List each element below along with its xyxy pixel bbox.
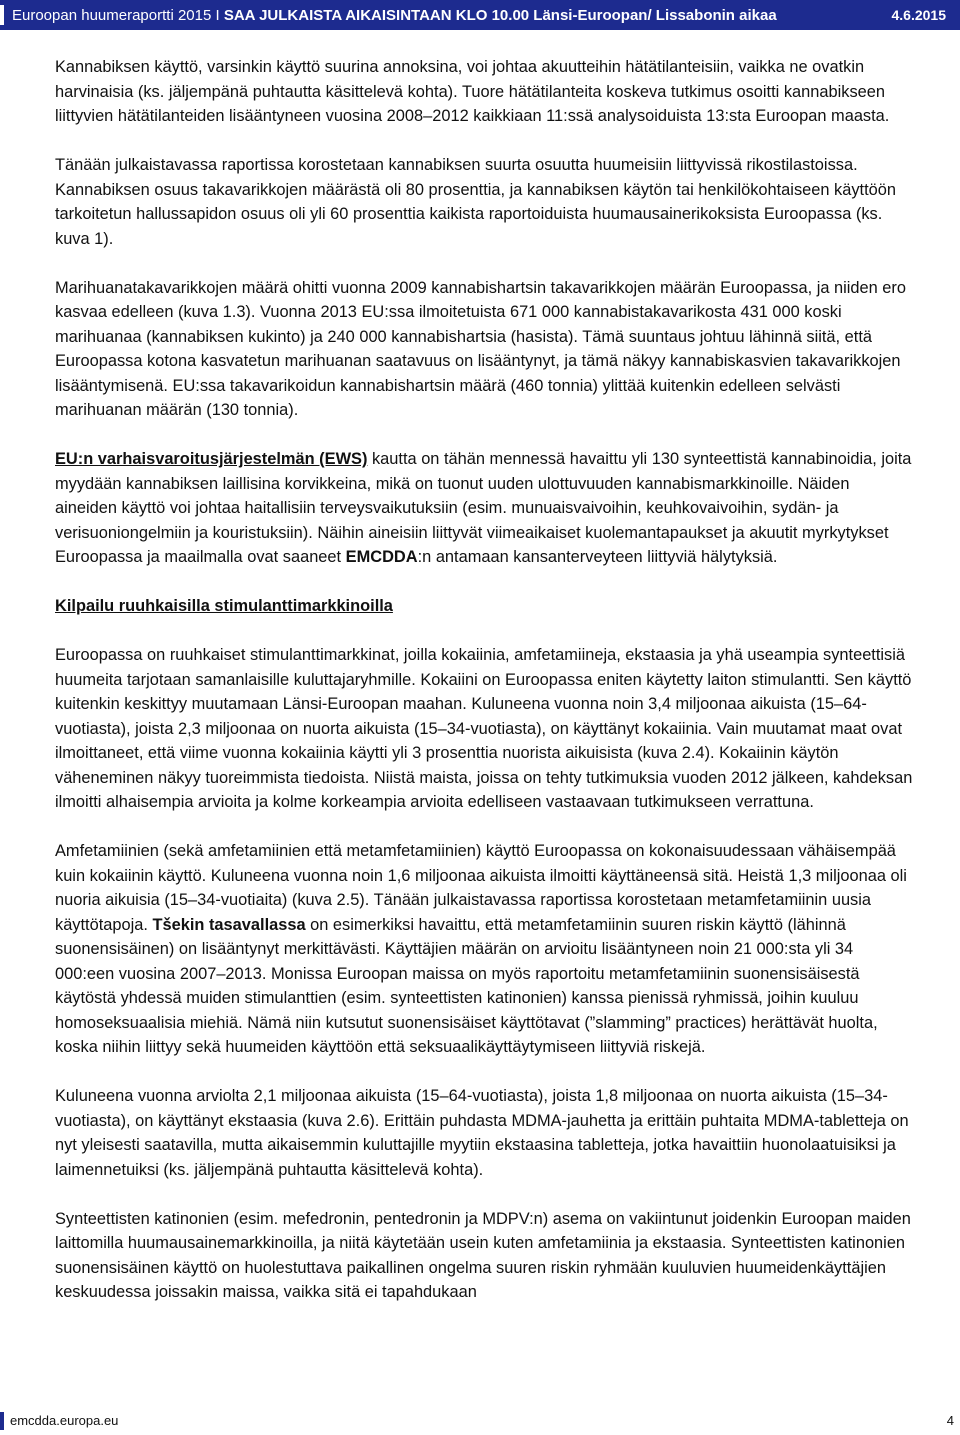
paragraph-amphetamines xyxy=(55,839,915,1060)
footer-site-link[interactable]: emcdda.europa.eu xyxy=(10,1413,119,1428)
footer-page-number: 4 xyxy=(946,1413,954,1428)
paragraph-herbal-seizures: Marihuanatakavarikkojen määrä ohitti vuonna 2009 kannabishartsin takavarikkojen määrän Euroopassa, ja niiden ero kasvaa edelleen (kuva 1.3). Vuonna 2013 EU:ssa ilmoitetuista 671 000 kannabistakavarikosta 431 000 koski marihuanaa (kannabiksen kukinto) ja 240 000 kannabishartsia (hasista). Tämä suuntaus johtuu lähinnä siitä, että Euroopassa kotona kasvatetun marihuanan saatavuus on lisääntynyt, ja tämä näkyy kannabiskasvien takavarikkojen lisääntymisenä. EU:ssa takavarikoidun kannabishartsin määrä (460 tonnia) ylittää kuitenkin edelleen selvästi marihuanan määrän (130 tonnia). xyxy=(55,278,907,419)
paragraph-cocaine: Euroopassa on ruuhkaiset stimulanttimarkkinat, joilla kokaiinia, amfetamiineja, ekstaasia ja yhä useampia synteettisiä huumeita tarjotaan samanlaisille kuluttajaryhmille. Kokaiini on Euroopassa eniten käytetty laiton stimulantti. Sen käyttö kuitenkin keskittyy muutamaan Länsi-Euroopan maahan. Kuluneena vuonna noin 3,4 miljoonaa aikuista (15–64-vuotiasta), joista 2,3 miljoonaa on nuorta aikuista (15–34-vuotiasta), on käyttänyt kokaiinia. Vain muutamat maat ovat ilmoittaneet, että viime vuonna kokaiinia käytti yli 3 prosenttia nuorista aikuisista (kuva 2.4). Kokaiinin käytön väheneminen näkyy tuoreimmista tiedoista. Niistä maista, joissa on tehty tutkimuksia vuoden 2012 jälkeen, kahdeksan ilmoitti alhaisempia arvioita ja kolme korkeampia arvioita edelliseen vastaavaan tutkimukseen verrattuna. xyxy=(55,646,913,811)
paragraph-synthetic-cannabinoids-text-a: kautta on tähän mennessä havaittu yli 130 synteettistä kannabinoidia, joita myydään kannabiksen laillisina korvikkeina, mikä on tuonut uuden ulottuvuuden kannabismarkkinoille. Näiden aineiden käyttö voi johtaa haitallisiin terveysvaikutuksiin (esim. munuaisvaivoihin, keuhkovaivoihin, sydän- ja verisuoniongelmiin ja kouristuksiin). Näihin aineisiin liittyvät viimeaikaiset kuolemantapaukset ja akuutit myrkytykset Euroopassa ja maailmalla ovat saaneet xyxy=(55,450,912,566)
header-date: 4.6.2015 xyxy=(891,7,946,23)
czech-republic-bold: Tšekin tasavallassa xyxy=(152,915,306,934)
document-body xyxy=(55,55,915,1329)
emcdda-bold: EMCDDA xyxy=(345,548,418,566)
paragraph-cannabis-crime: Tänään julkaistavassa raportissa korostetaan kannabiksen suurta osuutta huumeisiin liittyvissä rikostilastoissa. Kannabiksen osuus takavarikkojen määrästä oli 80 prosenttia, ja kannabiksen käytön tai henkilökohtaiseen käyttöön tarkoitetun hallussapidon osuus oli yli 60 prosenttia kaikista raportoiduista huumausainerikoksista Euroopassa (ks. kuva 1). xyxy=(55,156,896,248)
paragraph-cathinones: Synteettisten katinonien (esim. mefedronin, pentedronin ja MDPV:n) asema on vakiintunut joidenkin Euroopan maiden laittomilla huumausainemarkkinoilla, ja niitä käytetään usein kuten amfetamiinia ja ekstaasia. Synteettisten katinonien suonensisäinen käyttö on huolestuttava paikallinen ongelma suuren riskin ryhmään kuuluvien huumeidenkäyttäjien keskuudessa joissakin maissa, vaikka sitä ei tapahdukaan xyxy=(55,1209,911,1301)
footer-accent-bar xyxy=(0,1412,4,1430)
header-title xyxy=(12,7,777,24)
paragraph-synthetic-cannabinoids-text-b: :n antamaan kansanterveyteen liittyviä hälytyksiä. xyxy=(417,548,778,566)
section-heading-stimulants: Kilpailu ruuhkaisilla stimulanttimarkkinoilla xyxy=(55,597,393,615)
paragraph-ecstasy: Kuluneena vuonna arviolta 2,1 miljoonaa aikuista (15–64-vuotiasta), joista 1,8 miljoonaa on nuorta aikuista (15–34-vuotiasta), on käyttänyt ekstaasia (kuva 2.6). Erittäin puhdasta MDMA-jauhetta ja erittäin puhtaita MDMA-tabletteja on nyt yleisesti saatavilla, mutta aikaisemmin kuluttajille myytiin ekstaasina tabletteja, jotka havaittiin huonolaatuisiksi ja laimennetuiksi (ks. jäljempänä puhtautta käsittelevä kohta). xyxy=(55,1087,909,1179)
ews-link[interactable]: EU:n varhaisvaroitusjärjestelmän (EWS) xyxy=(55,450,368,468)
header-title-plain: Euroopan huumeraportti 2015 I xyxy=(12,6,224,24)
paragraph-synthetic-cannabinoids xyxy=(55,447,915,570)
header-accent-bar xyxy=(0,5,4,25)
paragraph-cannabis-emergencies: Kannabiksen käyttö, varsinkin käyttö suurina annoksina, voi johtaa akuutteihin hätätilanteisiin, vaikka ne ovatkin harvinaisia (ks. jäljempänä puhtautta käsittelevä kohta). Tuore hätätilanteita koskeva tutkimus osoitti kannabikseen liittyvien hätätilanteiden lisääntyneen vuosina 2008–2012 kaikkiaan 11:ssä analysoiduista 13:sta Euroopan maasta. xyxy=(55,58,890,125)
paragraph-amphetamines-text-b: on esimerkiksi havaittu, että metamfetamiinin suuren riskin käyttö (lähinnä suonensisäinen) on lisääntynyt merkittävästi. Käyttäjien määrän on arvioitu lisääntyneen noin 21 000:sta yli 34 000:een vuosina 2007–2013. Monissa Euroopan maissa on myös raportoitu metamfetamiinin suonensisäisestä käytöstä yhdessä muiden stimulanttien (esim. synteettisten katinonien) kanssa pienissä ryhmissä, joihin kuuluu homoseksuaalisia miehiä. Nämä niin kutsutut suonensisäiset käyttötavat (”slamming” practices) herättävät huolta, koska niihin liittyy sekä huumeiden käyttöön että seksuaalikäyttäytymiseen liittyviä riskejä. xyxy=(55,915,878,1056)
header-title-bold: SAA JULKAISTA AIKAISINTAAN KLO 10.00 Länsi-Euroopan/ Lissabonin aikaa xyxy=(223,6,777,24)
paragraph-amphetamines-text-a: Amfetamiinien (sekä amfetamiinien että metamfetamiinien) käyttö Euroopassa on kokonaisuudessaan vähäisempää kuin kokaiinin käyttö. Kuluneena vuonna noin 1,6 miljoonaa aikuista ilmoitti käyttäneensä sitä. Heistä 1,3 miljoonaa oli nuoria aikuisia (15–34-vuotiaita) (kuva 2.5). Tänään julkaistavassa raportissa korostetaan metamfetamiinin uusia käyttötapoja. xyxy=(55,842,907,934)
page-header xyxy=(0,0,960,30)
page-footer xyxy=(0,1412,960,1430)
